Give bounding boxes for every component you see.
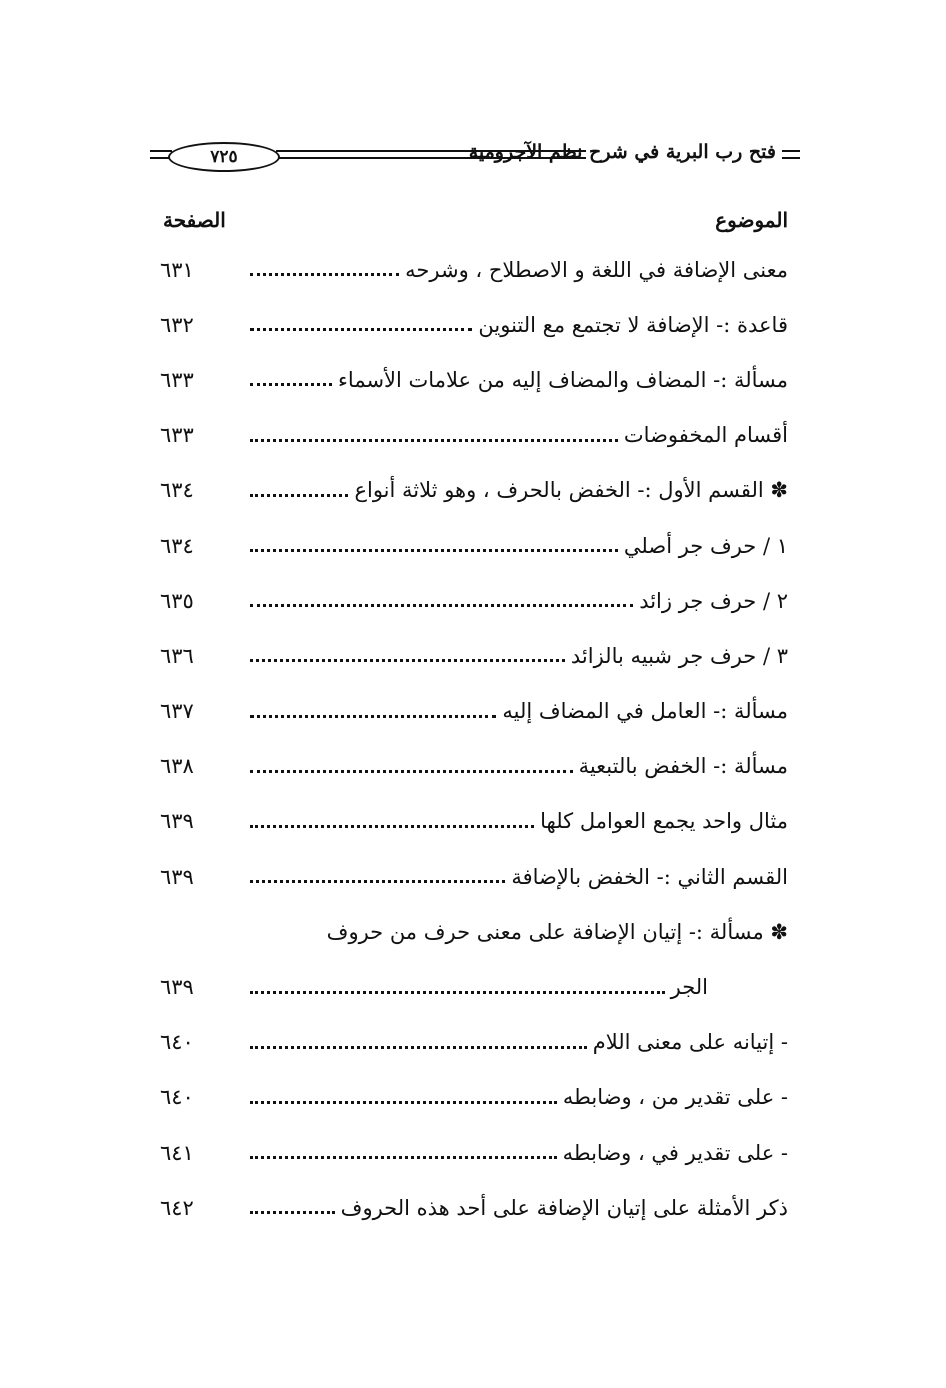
toc-entry xyxy=(160,904,788,959)
toc-entry-page: ٦٣٩ xyxy=(160,809,194,834)
leader-dots xyxy=(250,1209,335,1214)
toc-entry xyxy=(160,1070,788,1125)
toc-entry xyxy=(160,628,788,683)
leader-dots xyxy=(250,823,534,828)
toc-entry-text: أقسام المخفوضات xyxy=(623,423,788,448)
toc-entry xyxy=(160,297,788,352)
toc-entry-page: ٦٤٢ xyxy=(160,1195,194,1220)
leader-dots xyxy=(250,657,565,662)
toc-entry-page: ٦٤٠ xyxy=(160,1085,194,1110)
toc-entry-text: - على تقدير من ، وضابطه xyxy=(562,1085,788,1110)
toc-entry-page: ٦٣٩ xyxy=(160,975,194,1000)
toc-entry-page: ٦٣٣ xyxy=(160,367,194,392)
toc-entry-page: ٦٤١ xyxy=(160,1140,194,1165)
toc-entry xyxy=(160,408,788,463)
column-heading-page: الصفحة xyxy=(163,208,226,232)
toc-entry xyxy=(160,573,788,628)
toc-entry-page: ٦٣٤ xyxy=(160,533,194,558)
toc-entry xyxy=(160,1125,788,1180)
leader-dots xyxy=(250,1099,557,1104)
page-number-oval xyxy=(168,142,280,172)
leader-dots xyxy=(250,768,573,773)
book-title: فتح رب البرية في شرح نظم الآجرومية xyxy=(468,141,776,163)
toc-entry-text: مثال واحد يجمع العوامل كلها xyxy=(540,809,788,834)
leader-dots xyxy=(250,271,399,276)
toc-entry xyxy=(160,1015,788,1070)
toc-entry-page: ٦٣٣ xyxy=(160,423,194,448)
leader-dots xyxy=(250,381,332,386)
toc-entry-page: ٦٣٧ xyxy=(160,699,194,724)
toc-entry xyxy=(160,849,788,904)
toc-entry-text: مسألة :- المضاف والمضاف إليه من علامات الأسماء xyxy=(338,367,788,392)
leader-dots xyxy=(250,1044,587,1049)
toc-entry-text: الجر xyxy=(670,975,708,1000)
toc-entry xyxy=(160,684,788,739)
page-number: ٧٢٥ xyxy=(210,147,238,167)
header-rule-right xyxy=(782,150,800,159)
toc-entry-page: ٦٤٠ xyxy=(160,1030,194,1055)
toc-entry xyxy=(160,794,788,849)
toc-entry-text: مسألة :- الخفض بالتبعية xyxy=(578,754,788,779)
leader-dots xyxy=(250,492,348,497)
toc-entry-page: ٦٣٩ xyxy=(160,864,194,889)
toc-entry-page: ٦٣٨ xyxy=(160,754,194,779)
table-of-contents xyxy=(160,242,788,1235)
toc-entry xyxy=(160,352,788,407)
toc-entry-text: ٣ / حرف جر شبيه بالزائد xyxy=(570,643,788,668)
leader-dots xyxy=(250,1154,557,1159)
toc-entry-page: ٦٣٤ xyxy=(160,478,194,503)
toc-entry xyxy=(160,463,788,518)
leader-dots xyxy=(250,326,472,331)
toc-entry-text: - إتيانه على معنى اللام xyxy=(592,1030,788,1055)
leader-dots xyxy=(250,547,618,552)
toc-entry-text: قاعدة :- الإضافة لا تجتمع مع التنوين xyxy=(478,312,788,337)
toc-entry-text: معنى الإضافة في اللغة و الاصطلاح ، وشرحه xyxy=(405,257,788,282)
toc-entry xyxy=(160,242,788,297)
leader-dots xyxy=(250,437,618,442)
toc-entry-text: ✽ القسم الأول :- الخفض بالحرف ، وهو ثلاثة أنواع xyxy=(354,478,788,503)
toc-entry-text: مسألة :- العامل في المضاف إليه xyxy=(502,699,788,724)
leader-dots xyxy=(250,602,633,607)
toc-entry-text: ✽ مسألة :- إتيان الإضافة على معنى حرف من حروف xyxy=(326,919,788,944)
running-header xyxy=(150,138,800,172)
toc-entry xyxy=(160,959,788,1014)
toc-entry-text: ١ / حرف جر أصلي xyxy=(623,533,788,558)
column-heading-topic: الموضوع xyxy=(715,208,788,232)
toc-entry-page: ٦٣٢ xyxy=(160,312,194,337)
toc-entry xyxy=(160,739,788,794)
toc-entry-page: ٦٣١ xyxy=(160,257,194,282)
toc-entry xyxy=(160,1180,788,1235)
toc-entry-text: ذكر الأمثلة على إتيان الإضافة على أحد هذه الحروف xyxy=(340,1195,788,1220)
toc-entry-page: ٦٣٦ xyxy=(160,643,194,668)
leader-dots xyxy=(250,878,505,883)
toc-entry-text: ٢ / حرف جر زائد xyxy=(639,588,788,613)
toc-entry-page: ٦٣٥ xyxy=(160,588,194,613)
leader-dots xyxy=(250,713,496,718)
leader-dots xyxy=(250,989,665,994)
toc-entry xyxy=(160,518,788,573)
toc-entry-text: - على تقدير في ، وضابطه xyxy=(562,1140,788,1165)
toc-entry-text: القسم الثاني :- الخفض بالإضافة xyxy=(511,864,788,889)
